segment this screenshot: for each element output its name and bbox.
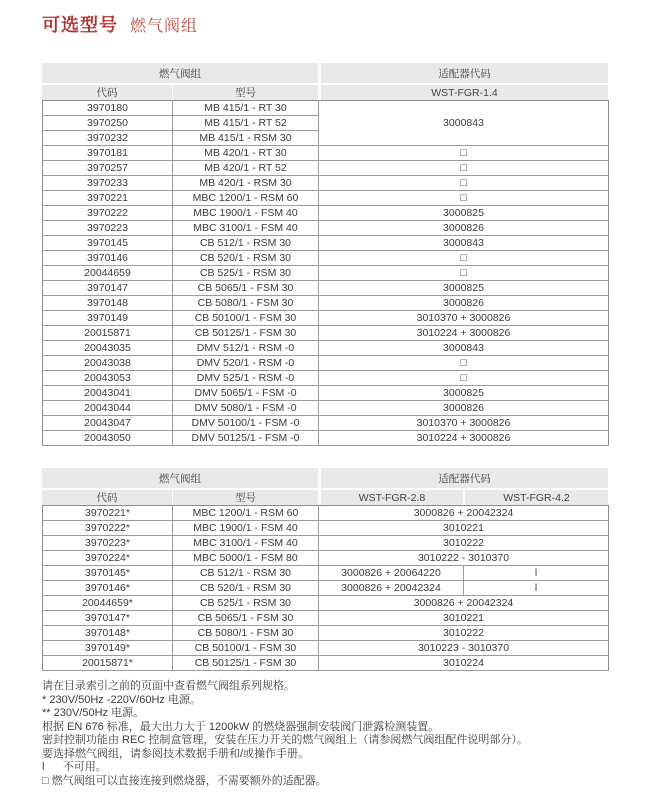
adapter-cell: 3000843	[319, 236, 609, 251]
adapter-cell: □	[319, 371, 609, 386]
table-row	[43, 401, 609, 416]
table2-header-wst-fgr-4-2: WST-FGR-4.2	[465, 490, 608, 505]
model-cell: DMV 50125/1 - FSM -0	[173, 431, 319, 446]
model-cell: DMV 5065/1 - FSM -0	[173, 386, 319, 401]
adapter-cell: 3010221	[319, 521, 609, 536]
code-cell: 3970221*	[43, 506, 173, 521]
table-row	[43, 191, 609, 206]
adapter-cell: 3010224 + 3000826	[319, 326, 609, 341]
table-row	[43, 386, 609, 401]
model-cell: MBC 3100/1 - FSM 40	[173, 536, 319, 551]
model-cell: CB 5080/1 - FSM 30	[173, 626, 319, 641]
table2-header-code: 代码	[42, 490, 172, 505]
model-cell: MB 420/1 - RT 52	[173, 161, 319, 176]
adapter-cell: 3010370 + 3000826	[319, 311, 609, 326]
code-cell: 3970149*	[43, 641, 173, 656]
table2-data	[42, 505, 609, 671]
table-row	[43, 356, 609, 371]
table-row	[43, 311, 609, 326]
note-line: l 不可用。	[42, 761, 107, 773]
adapter-cell: 3010223 - 3010370	[319, 641, 609, 656]
table2-header-model: 型号	[173, 490, 318, 505]
adapter-cell: 3010222	[319, 626, 609, 641]
adapter-cell: □	[319, 191, 609, 206]
model-cell: MB 415/1 - RT 52	[173, 116, 319, 131]
table1-header-columns	[42, 85, 608, 100]
table-row	[43, 101, 609, 116]
table1-header-code: 代码	[42, 85, 172, 100]
adapter-cell-fgr28: 3000826 + 20064220	[319, 566, 464, 581]
adapter-cell: 3000825	[319, 386, 609, 401]
model-cell: CB 50100/1 - FSM 30	[173, 311, 319, 326]
adapter-cell-fgr42: l	[464, 581, 609, 596]
table1-data	[42, 100, 609, 446]
model-cell: CB 50100/1 - FSM 30	[173, 641, 319, 656]
model-cell: CB 50125/1 - FSM 30	[173, 326, 319, 341]
model-cell: MB 415/1 - RSM 30	[173, 131, 319, 146]
adapter-cell: 3010221	[319, 611, 609, 626]
table-row	[43, 611, 609, 626]
table-row	[43, 431, 609, 446]
model-cell: CB 525/1 - RSM 30	[173, 596, 319, 611]
table-row	[43, 341, 609, 356]
adapter-cell: 3000826	[319, 221, 609, 236]
table-row	[43, 146, 609, 161]
adapter-cell: 3000826 + 20042324	[319, 596, 609, 611]
note-line: * 230V/50Hz -220V/60Hz 电源。	[42, 693, 201, 706]
code-cell: 3970223*	[43, 536, 173, 551]
adapter-cell: □	[319, 161, 609, 176]
model-cell: MBC 5000/1 - FSM 80	[173, 551, 319, 566]
code-cell: 3970221	[43, 191, 173, 206]
model-cell: MBC 3100/1 - FSM 40	[173, 221, 319, 236]
adapter-cell: □	[319, 176, 609, 191]
code-cell: 3970147*	[43, 611, 173, 626]
table-row	[43, 176, 609, 191]
code-cell: 20043035	[43, 341, 173, 356]
code-cell: 20015871	[43, 326, 173, 341]
code-cell: 20043044	[43, 401, 173, 416]
code-cell: 20043053	[43, 371, 173, 386]
model-cell: DMV 525/1 - RSM -0	[173, 371, 319, 386]
code-cell: 3970148*	[43, 626, 173, 641]
model-cell: MB 420/1 - RT 30	[173, 146, 319, 161]
footnotes	[42, 680, 628, 788]
table-row	[43, 626, 609, 641]
code-cell: 20044659	[43, 266, 173, 281]
table-row	[43, 596, 609, 611]
table-row	[43, 506, 609, 521]
gas-valve-table-2	[42, 468, 608, 671]
page-title: 可选型号	[42, 15, 118, 35]
model-cell: DMV 50100/1 - FSM -0	[173, 416, 319, 431]
model-cell: MB 420/1 - RSM 30	[173, 176, 319, 191]
code-cell: 20015871*	[43, 656, 173, 671]
code-cell: 3970257	[43, 161, 173, 176]
model-cell: CB 525/1 - RSM 30	[173, 266, 319, 281]
table-row	[43, 416, 609, 431]
adapter-cell-fgr28: 3000826 + 20042324	[319, 581, 464, 596]
model-cell: MBC 1200/1 - RSM 60	[173, 506, 319, 521]
adapter-cell: 3000843	[319, 101, 609, 146]
adapter-cell: 3000825	[319, 206, 609, 221]
model-cell: DMV 5080/1 - FSM -0	[173, 401, 319, 416]
note-line: 密封控制功能由 REC 控制盒管理，安装在压力开关的燃气阀组上（请参阅燃气阀组配件说明部分）。	[42, 734, 528, 746]
adapter-cell: 3010222 - 3010370	[319, 551, 609, 566]
model-cell: MB 415/1 - RT 30	[173, 101, 319, 116]
adapter-cell: 3000825	[319, 281, 609, 296]
table1-header-wst-fgr-1-4: WST-FGR-1.4	[321, 85, 608, 100]
code-cell: 3970223	[43, 221, 173, 236]
code-cell: 3970232	[43, 131, 173, 146]
table-row	[43, 521, 609, 536]
adapter-cell: 3000826 + 20042324	[319, 506, 609, 521]
adapter-cell-fgr42: l	[464, 566, 609, 581]
model-cell: CB 512/1 - RSM 30	[173, 236, 319, 251]
adapter-cell: 3010224	[319, 656, 609, 671]
table-row	[43, 551, 609, 566]
table-row	[43, 296, 609, 311]
adapter-cell: □	[319, 251, 609, 266]
code-cell: 20044659*	[43, 596, 173, 611]
note-line: 根据 EN 676 标准，最大出力大于 1200kW 的燃烧器强制安装阀门泄露检测装置。	[42, 720, 440, 733]
code-cell: 3970222	[43, 206, 173, 221]
note-line: □ 燃气阀组可以直接连接到燃烧器，不需要额外的适配器。	[42, 774, 327, 787]
model-cell: CB 5065/1 - FSM 30	[173, 281, 319, 296]
model-cell: MBC 1900/1 - FSM 40	[173, 206, 319, 221]
code-cell: 3970224*	[43, 551, 173, 566]
note-line: ** 230V/50Hz 电源。	[42, 707, 145, 719]
code-cell: 20043041	[43, 386, 173, 401]
page-subtitle: 燃气阀组	[130, 18, 199, 35]
adapter-cell: 3000826	[319, 296, 609, 311]
table1-header-gas-valve-group: 燃气阀组	[42, 63, 318, 83]
model-cell: CB 5080/1 - FSM 30	[173, 296, 319, 311]
table-row	[43, 281, 609, 296]
gas-valve-table-1	[42, 63, 608, 446]
code-cell: 3970181	[43, 146, 173, 161]
adapter-cell: 3000843	[319, 341, 609, 356]
table-row	[43, 641, 609, 656]
model-cell: CB 520/1 - RSM 30	[173, 251, 319, 266]
table2-header-adapter-code: 适配器代码	[321, 468, 608, 488]
adapter-cell: □	[319, 146, 609, 161]
table-row	[43, 581, 609, 596]
table-row	[43, 236, 609, 251]
code-cell: 3970147	[43, 281, 173, 296]
code-cell: 3970180	[43, 101, 173, 116]
code-cell: 3970145*	[43, 566, 173, 581]
adapter-cell: 3010222	[319, 536, 609, 551]
code-cell: 3970146	[43, 251, 173, 266]
model-cell: DMV 520/1 - RSM -0	[173, 356, 319, 371]
model-cell: MBC 1900/1 - FSM 40	[173, 521, 319, 536]
code-cell: 3970145	[43, 236, 173, 251]
table-row	[43, 536, 609, 551]
code-cell: 20043038	[43, 356, 173, 371]
note-line: 请在目录索引之前的页面中查看燃气阀组系列规格。	[42, 680, 295, 692]
code-cell: 3970146*	[43, 581, 173, 596]
model-cell: DMV 512/1 - RSM -0	[173, 341, 319, 356]
adapter-cell: □	[319, 266, 609, 281]
page-title-row	[42, 11, 198, 37]
table-row	[43, 371, 609, 386]
table1-header-adapter-code: 适配器代码	[321, 63, 608, 83]
table-row	[43, 251, 609, 266]
table-row	[43, 206, 609, 221]
table-row	[43, 326, 609, 341]
model-cell: CB 512/1 - RSM 30	[173, 566, 319, 581]
adapter-cell: 3010370 + 3000826	[319, 416, 609, 431]
code-cell: 3970250	[43, 116, 173, 131]
table-row	[43, 566, 609, 581]
table2-header-groups	[42, 468, 608, 488]
adapter-cell: □	[319, 356, 609, 371]
note-line: 要选择燃气阀组，请参阅技术数据手册和/或操作手册。	[42, 747, 310, 760]
table2-header-gas-valve-group: 燃气阀组	[42, 468, 318, 488]
table2-header-columns	[42, 490, 608, 505]
code-cell: 3970149	[43, 311, 173, 326]
code-cell: 20043047	[43, 416, 173, 431]
adapter-cell: 3010224 + 3000826	[319, 431, 609, 446]
table-row	[43, 161, 609, 176]
table-row	[43, 266, 609, 281]
model-cell: CB 5065/1 - FSM 30	[173, 611, 319, 626]
table-row	[43, 656, 609, 671]
code-cell: 20043050	[43, 431, 173, 446]
code-cell: 3970233	[43, 176, 173, 191]
table1-header-groups	[42, 63, 608, 83]
table2-header-wst-fgr-2-8: WST-FGR-2.8	[321, 490, 463, 505]
adapter-cell: 3000826	[319, 401, 609, 416]
model-cell: MBC 1200/1 - RSM 60	[173, 191, 319, 206]
model-cell: CB 520/1 - RSM 30	[173, 581, 319, 596]
code-cell: 3970222*	[43, 521, 173, 536]
table-row	[43, 221, 609, 236]
code-cell: 3970148	[43, 296, 173, 311]
table1-header-model: 型号	[173, 85, 318, 100]
model-cell: CB 50125/1 - FSM 30	[173, 656, 319, 671]
